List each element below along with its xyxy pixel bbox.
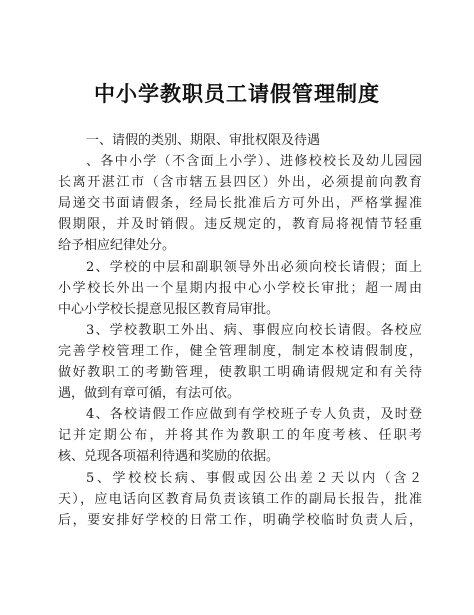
paragraph-4 (58, 404, 422, 467)
text-line: 记并定期公布，并将其作为教职工的年度考核、任职考 (58, 428, 422, 444)
text-line: 假期限，并及时销假。违反规定的，教育局将视情节轻重 (58, 217, 422, 233)
text-line: 局递交书面请假条，经局长批准后方可外出，严格掌握准 (58, 196, 422, 212)
paragraph-3 (58, 320, 422, 404)
text-line: 一、请假的类别、期限、审批权限及待遇 (86, 133, 321, 148)
text-line: 遇，做到有章可循，有法可依。 (58, 386, 241, 402)
text-line: 、各中小学（不含面上小学）、进修校校长及幼儿园园 (86, 154, 422, 170)
text-line: 长离开湛江市（含市辖五县四区）外出，必须提前向教育 (58, 175, 422, 191)
text-line: 2、学校的中层和副职领导外出必须向校长请假；面上 (86, 259, 422, 275)
paragraph-1 (58, 151, 422, 256)
text-line: 核、兑现各项福利待遇和奖励的依据。 (58, 449, 280, 465)
text-line: 5、学校校长病、事假或因公出差２天以内（含２ (86, 470, 422, 486)
text-line: 中心小学校长提意见报区教育局审批。 (58, 301, 280, 317)
text-line: 后，要安排好学校的日常工作，明确学校临时负责人后， (58, 512, 422, 528)
text-line: 完善学校管理工作，健全管理制度，制定本校请假制度， (58, 343, 422, 359)
text-line: 小学校长外出一个星期内报中心小学校长审批；超一周由 (58, 280, 422, 296)
document-title: 中小学教职员工请假管理制度 (94, 82, 380, 106)
paragraph-5 (58, 468, 422, 531)
document-body (58, 130, 422, 531)
text-line: 天），应电话向区教育局负责该镇工作的副局长报告，批准 (58, 491, 422, 507)
text-line: 给予相应纪律处分。 (58, 238, 176, 254)
text-line: 做好教职工的考勤管理，使教职工明确请假规定和有关待 (58, 365, 422, 381)
text-line: 3、学校教职工外出、病、事假应向校长请假。各校应 (86, 322, 422, 338)
paragraph-2 (58, 257, 422, 320)
section-heading (58, 130, 422, 151)
text-line: 4、各校请假工作应做到有学校班子专人负责，及时登 (86, 407, 422, 423)
